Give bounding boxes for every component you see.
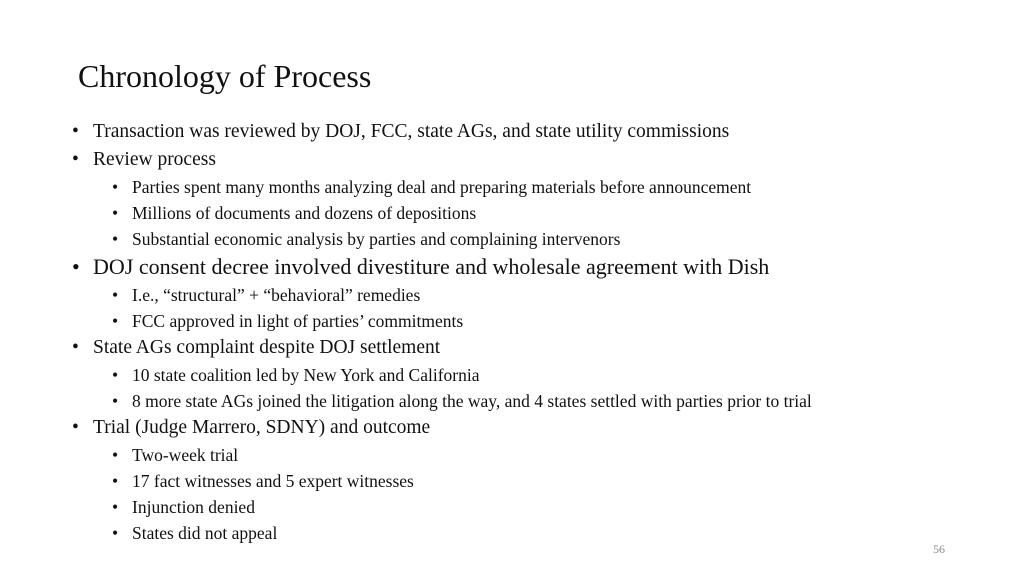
bullet-icon: • [112,471,119,491]
sub-bullet-text: Two-week trial [132,445,239,465]
sub-bullet-item [72,308,972,334]
sub-bullet-text: 17 fact witnesses and 5 expert witnesses [132,471,414,491]
sub-bullet-text: Injunction denied [132,497,255,517]
bullet-item [72,414,972,442]
bullet-icon: • [112,391,119,411]
bullet-item [72,334,972,362]
bullet-icon: • [112,285,119,305]
sub-bullet-item [72,200,972,226]
bullet-item [72,252,972,282]
bullet-icon: • [72,121,79,142]
sub-bullet-text: Parties spent many months analyzing deal and preparing materials before announcement [132,177,752,197]
sub-bullet-item [72,442,972,468]
sub-bullet-item [72,282,972,308]
sub-bullet-text: Substantial economic analysis by parties and complaining intervenors [132,229,621,249]
sub-bullet-item [72,362,972,388]
sub-bullet-item [72,520,972,546]
bullet-icon: • [112,203,119,223]
sub-bullet-item [72,226,972,252]
bullet-text: DOJ consent decree involved divestiture and wholesale agreement with Dish [93,254,770,279]
bullet-icon: • [112,497,119,517]
slide-title: Chronology of Process [78,58,372,94]
page-number: 56 [933,542,945,556]
bullet-item [72,146,972,174]
sub-bullet-text: 10 state coalition led by New York and California [132,365,480,385]
sub-bullet-text: States did not appeal [132,523,278,543]
bullet-item [72,118,972,146]
bullet-icon: • [72,337,79,358]
sub-bullet-item [72,388,972,414]
bullet-text: State AGs complaint despite DOJ settlement [93,337,441,358]
sub-bullet-text: I.e., “structural” + “behavioral” remedies [132,285,421,305]
bullet-icon: • [112,177,119,197]
bullet-text: Trial (Judge Marrero, SDNY) and outcome [93,417,431,438]
bullet-text: Transaction was reviewed by DOJ, FCC, state AGs, and state utility commissions [93,121,730,142]
sub-bullet-text: FCC approved in light of parties’ commitments [132,311,464,331]
bullet-icon: • [72,254,80,279]
bullet-icon: • [72,149,79,170]
bullet-icon: • [112,445,119,465]
bullet-icon: • [112,365,119,385]
sub-bullet-item [72,494,972,520]
bullet-icon: • [112,523,119,543]
bullet-icon: • [72,417,79,438]
bullet-list [72,118,972,546]
bullet-icon: • [112,229,119,249]
sub-bullet-text: 8 more state AGs joined the litigation along the way, and 4 states settled with parties prior to trial [132,391,812,411]
sub-bullet-item [72,468,972,494]
bullet-icon: • [112,311,119,331]
sub-bullet-item [72,174,972,200]
bullet-text: Review process [93,149,216,170]
sub-bullet-text: Millions of documents and dozens of depositions [132,203,477,223]
